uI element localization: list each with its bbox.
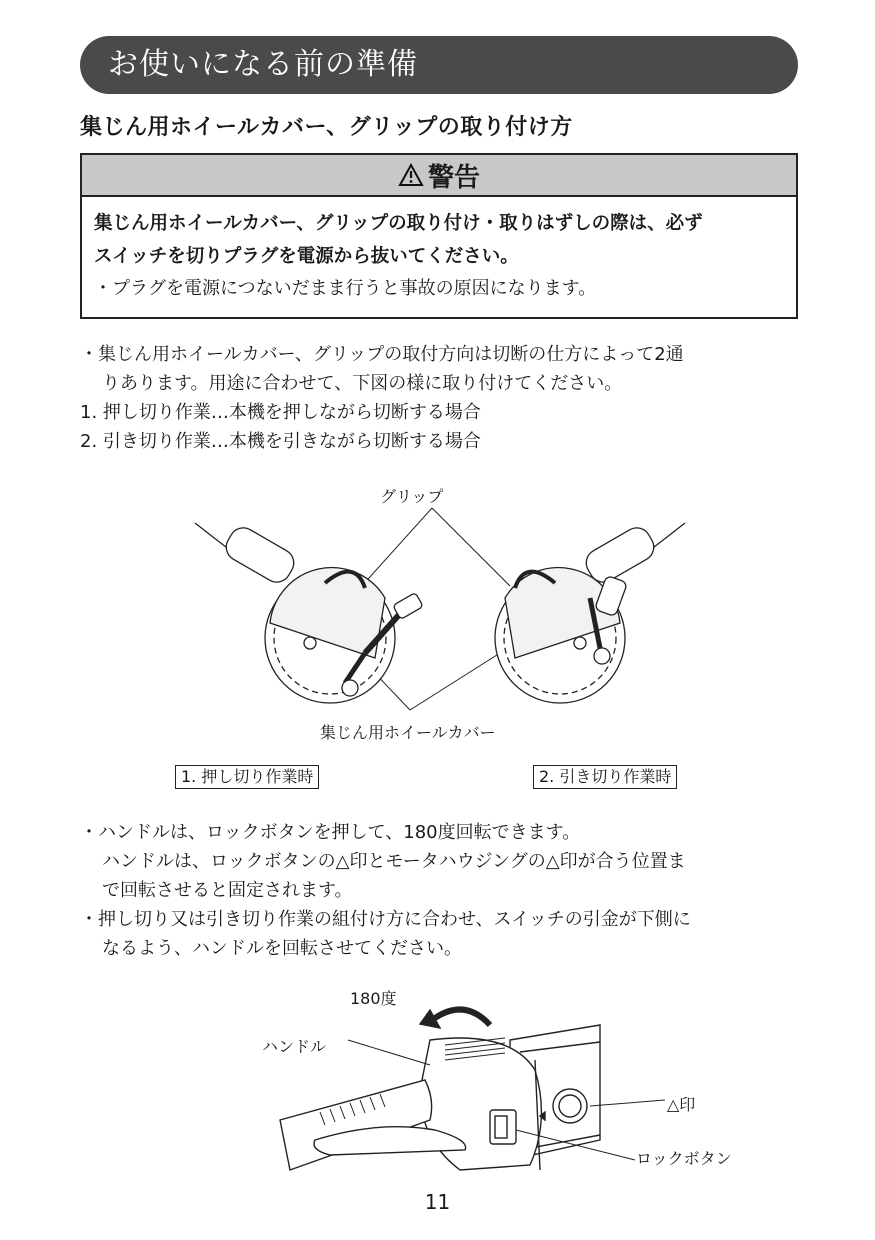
caption-pull-cut: 2. 引き切り作業時 [533,765,677,789]
warning-line-1: 集じん用ホイールカバー、グリップの取り付け・取りはずしの際は、必ず [94,213,703,234]
handle-line-2: ハンドルは、ロックボタンの△印とモータハウジングの△印が合う位置ま [102,851,686,872]
handle-line-4: ・押し切り又は引き切り作業の組付け方に合わせ、スイッチの引金が下側に [80,909,691,930]
warning-line-2: スイッチを切りプラグを電源から抜いてください。 [94,246,519,267]
label-grip: グリップ [380,487,444,506]
handle-illustration [270,1000,670,1180]
label-180: 180度 [350,989,397,1008]
label-handle: ハンドル [262,1037,327,1056]
intro-item-2: 2. 引き切り作業…本機を引きながら切断する場合 [80,431,481,452]
warning-body [82,197,796,305]
left-cutter [195,523,423,703]
warning-heading [82,155,796,197]
handle-line-3: で回転させると固定されます。 [102,880,353,901]
label-cover: 集じん用ホイールカバー [320,723,496,742]
warning-heading-text: 警告 [427,162,480,193]
intro-line-2: りあります。用途に合わせて、下図の様に取り付けてください。 [102,373,623,394]
warning-note: ・プラグを電源につないだまま行うと事故の原因になります。 [94,278,597,299]
warning-triangle-icon [398,163,424,187]
intro-paragraph [80,340,684,456]
intro-item-1: 1. 押し切り作業…本機を押しながら切断する場合 [80,402,481,423]
caption-push-cut: 1. 押し切り作業時 [175,765,319,789]
handle-line-1: ・ハンドルは、ロックボタンを押して、180度回転できます。 [80,822,581,843]
section-title: 集じん用ホイールカバー、グリップの取り付け方 [80,115,573,140]
page-number: 11 [424,1190,451,1214]
page-header [80,36,798,94]
cutter-illustration [170,478,710,718]
intro-line-1: ・集じん用ホイールカバー、グリップの取付方向は切断の仕方によって2通 [80,344,684,365]
label-mark: △印 [667,1095,696,1114]
right-cutter [495,523,685,703]
header-title: お使いになる前の準備 [108,47,418,82]
label-lock-button: ロックボタン [636,1149,732,1168]
handle-line-5: なるよう、ハンドルを回転させてください。 [102,938,462,959]
rotation-arrow-icon [435,1009,490,1025]
handle-paragraph [80,818,691,963]
warning-box [80,153,798,319]
